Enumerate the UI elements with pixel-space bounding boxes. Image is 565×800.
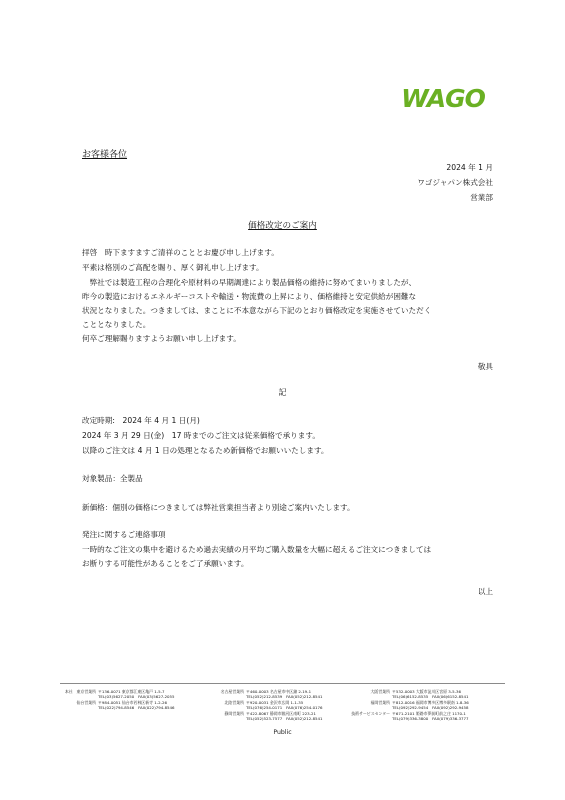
footer-line: TEL(079)336-3800 FAX(079)336-3777 <box>392 716 469 722</box>
paragraph-line: 昨今の製造におけるエネルギーコストや輸送・物流費の上昇により、価格維持と安定供給が困難な <box>82 292 417 301</box>
revision-date: 改定時期: 2024 年 4 月 1 日(月) <box>82 416 200 425</box>
footer-divider <box>60 683 505 684</box>
footer-line: TEL(06)6152-8535 FAX(06)6152-8541 <box>392 694 469 700</box>
footer-line: TEL(052)212-8539 FAX(052)212-8541 <box>246 694 323 700</box>
logo-text: WAGO <box>401 86 485 110</box>
revision-line: 2024 年 3 月 29 日(金) 17 時までのご注文は従来価格で承ります。 <box>82 431 320 440</box>
footer-line: 名古屋営業所 〒460-0003 名古屋市中区錦 2-19-1 <box>220 689 312 694</box>
addressee: お客様各位 <box>82 150 128 160</box>
ki-heading: 記 <box>278 388 287 397</box>
company-name: ワゴジャパン株式会社 <box>417 178 493 187</box>
paragraph-line: 拝啓 時下ますますご清祥のこととお慶び申し上げます。 <box>82 248 279 257</box>
order-line: お断りする可能性があることをご了承願います。 <box>82 559 249 568</box>
footer-line: TEL(092)292-9454 FAX(092)292-9458 <box>392 705 469 711</box>
footer-line: 北陸営業所 〒920-0031 金沢市広岡 1-1-35 <box>224 699 304 705</box>
footer-line: TEL(03)5627-2050 FAX(03)5627-2055 <box>98 694 175 700</box>
closing-keigu: 敬具 <box>477 362 493 371</box>
revision-line: 以降のご注文は 4 月 1 日の処理となるため新価格でお願いいたします。 <box>82 446 329 455</box>
classification-label: Public <box>273 729 292 736</box>
paragraph-line: こととなりました。 <box>82 320 151 329</box>
footer-col-3 <box>334 689 469 721</box>
paragraph-line: 弊社では製造工程の合理化や原材料の早期調達により製品価格の維持に努めてまいりましたが、 <box>82 278 417 287</box>
letter-date: 2024 年 1 月 <box>446 163 493 172</box>
target-products: 対象製品：全製品 <box>82 474 143 483</box>
footer-line: 技術サービスセンター 〒671-2101 姫路市夢前町前之庄 1170-1 <box>351 710 466 716</box>
document-title: 価格改定のご案内 <box>248 221 317 231</box>
footer-line: TEL(052)523-7577 FAX(052)212-8541 <box>246 716 323 722</box>
footer-line: 仙台営業所 〒984-0051 仙台市若林区新寺 1-2-26 <box>76 699 167 705</box>
wago-logo <box>392 86 494 110</box>
department: 営業部 <box>470 193 493 202</box>
footer-col-1 <box>40 689 175 711</box>
footer-line: TEL(022)794-8546 FAX(022)794-8546 <box>98 705 175 711</box>
paragraph-line: 平素は格別のご高配を賜り、厚く御礼申し上げます。 <box>82 263 264 272</box>
footer-line: 本社 東京営業所 〒136-0071 東京都江東区亀戸 1-5-7 <box>64 689 165 694</box>
footer-col-2 <box>188 689 323 721</box>
new-price-note: 新価格：個別の価格につきましては弊社営業担当者より別途ご案内いたします。 <box>82 503 355 512</box>
footer-line: 静岡営業所 〒422-8067 静岡市駿河区南町 223-21 <box>224 710 317 716</box>
paragraph-line: 状況となりました。つきましては、まことに不本意ながら下記のとおり価格改定を実施させていただく <box>82 306 432 315</box>
order-heading: 発注に関するご連絡事項 <box>82 530 166 539</box>
order-line: 一時的なご注文の集中を避けるため過去実績の月平均ご購入数量を大幅に超えるご注文につきましては <box>82 545 432 554</box>
footer-line: 大阪営業所 〒532-0003 大阪市淀川区宮原 3-5-36 <box>370 689 461 694</box>
closing-ijou: 以上 <box>477 587 493 596</box>
paragraph-line: 何卒ご理解賜りますようお願い申し上げます。 <box>82 334 241 343</box>
footer-line: 福岡営業所 〒812-0016 福岡市博多区博多駅南 1-8-36 <box>370 699 469 705</box>
footer-line: TEL(076)254-0171 FAX(076)254-0176 <box>246 705 323 711</box>
